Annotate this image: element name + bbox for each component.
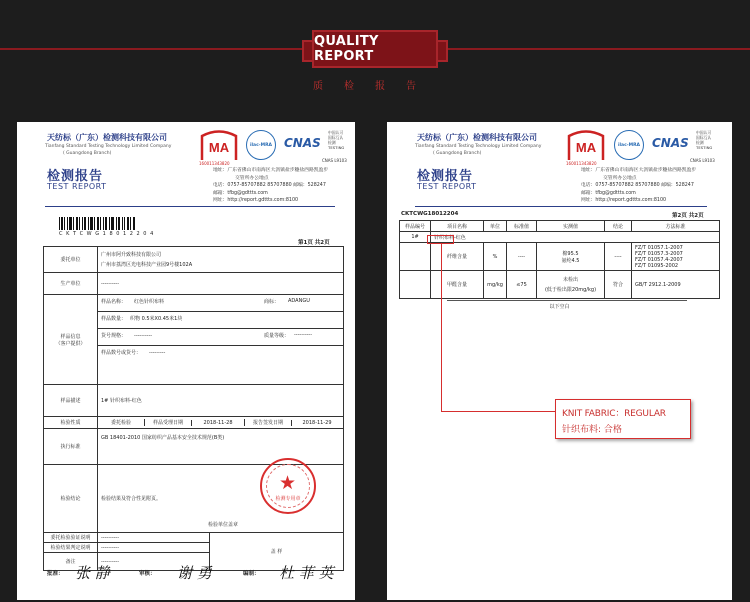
formaldehyde-std: ≤75 bbox=[507, 271, 537, 299]
cnas-side-text-2: 中国认可 国际互认 检测 TESTING bbox=[696, 130, 713, 150]
ilac-mra-icon-2: ilac-MRA bbox=[614, 130, 644, 160]
highlight-box bbox=[427, 235, 454, 244]
cnas-number-2: CNAS L9103 bbox=[690, 158, 715, 163]
page-number-2: 第2页 共2页 bbox=[672, 213, 704, 219]
report-title-en: TEST REPORT bbox=[47, 182, 107, 191]
fiber-result: ---- bbox=[605, 243, 632, 271]
ma-logo-text: MA bbox=[208, 140, 230, 155]
formaldehyde-result: 符合 bbox=[605, 271, 632, 299]
report-title-cn-2: 检测报告 bbox=[417, 169, 474, 184]
formaldehyde-item: 甲醛含量 bbox=[431, 271, 484, 299]
callout-line-vertical bbox=[441, 244, 442, 412]
extra1-label: 委托检验验证说明 bbox=[44, 533, 98, 543]
client-label: 委托单位 bbox=[44, 247, 98, 273]
compile-label: 编制： bbox=[243, 571, 260, 577]
standard-value: GB 18401-2010 国家纺织产品基本安全技术规范(B类) bbox=[98, 429, 344, 465]
lab-address-2: 地址：广东省佛山市南海区大沥镇盐步穗盐西路凯盈步 交管所办公地点 电话：0757-85707882 85707880 邮编：528247 邮箱：tfbg@gdttts.com 网址：http://report.gdttts.com:8100 bbox=[581, 168, 697, 203]
extra1-value: ---------- bbox=[98, 533, 210, 543]
callout-line-1: KNIT FABRIC：REGULAR bbox=[562, 409, 666, 419]
fiber-std: ---- bbox=[507, 243, 537, 271]
ma-logo-text-2: MA bbox=[575, 140, 597, 155]
end-line bbox=[447, 300, 687, 301]
sample-desc-label: 样品描述 bbox=[44, 385, 98, 417]
extra2-label: 检验结果判定说明 bbox=[44, 543, 98, 553]
remark-value: ---------- bbox=[98, 553, 210, 571]
ma-cert-number-2: 160011343820 bbox=[566, 161, 597, 166]
approve-signature: 张 静 bbox=[75, 564, 110, 582]
approve-label: 批准： bbox=[47, 571, 64, 577]
col-result: 结论 bbox=[605, 221, 632, 232]
test-dates: 委托检验 样品受理日期 2018-11-28 报告签发日期 2018-11-29 bbox=[98, 417, 344, 429]
report-page-2 bbox=[387, 122, 732, 600]
company-name-cn-2: 天纺标（广东）检测科技有限公司 bbox=[417, 133, 537, 142]
review-label: 审核： bbox=[139, 571, 156, 577]
compile-signature: 杜 菲 英 bbox=[279, 564, 334, 582]
test-type-label: 检验性质 bbox=[44, 417, 98, 429]
formaldehyde-unit: mg/kg bbox=[484, 271, 507, 299]
ma-cert-icon bbox=[200, 130, 238, 162]
row1-label: 1# bbox=[400, 232, 431, 243]
report-code: C K T C W G 1 8 0 1 2 2 0 4 bbox=[59, 231, 155, 237]
callout-line-horizontal bbox=[441, 411, 555, 412]
col-sample-no: 样品编号 bbox=[400, 221, 431, 232]
cnas-logo: CNAS bbox=[284, 136, 321, 150]
banner-rule-left bbox=[0, 48, 312, 50]
producer-value: ---------- bbox=[98, 273, 344, 295]
producer-label: 生产单位 bbox=[44, 273, 98, 295]
company-name-en: Tianfang Standard Testing Technology Limited Company bbox=[45, 144, 172, 149]
company-name-cn: 天纺标（广东）检测科技有限公司 bbox=[47, 133, 167, 142]
ma-cert-number: 160011343820 bbox=[199, 161, 230, 166]
remark-label: 备注 bbox=[44, 553, 98, 571]
extra2-value: ---------- bbox=[98, 543, 210, 553]
barcode-icon bbox=[59, 217, 135, 230]
page-number: 第1页 共2页 bbox=[298, 240, 330, 246]
col-method: 方法标准 bbox=[632, 221, 720, 232]
col-measured: 实测值 bbox=[537, 221, 605, 232]
report-info-table bbox=[43, 246, 344, 571]
report-page-1 bbox=[17, 122, 355, 600]
standard-label: 执行标准 bbox=[44, 429, 98, 465]
col-item: 项目名称 bbox=[431, 221, 484, 232]
report-title-cn: 检测报告 bbox=[47, 169, 104, 184]
fiber-measured: 棉95.5 氨纶4.5 bbox=[537, 243, 605, 271]
test-results-table bbox=[399, 220, 720, 299]
banner-subtitle: 质检报告 bbox=[313, 81, 437, 92]
callout-line-2: 针织布料: 合格 bbox=[562, 425, 622, 435]
report-code-2: CKTCWG18012204 bbox=[401, 211, 459, 217]
banner-rule-right bbox=[438, 48, 750, 50]
cnas-side-text: 中国认可 国际互认 检测 TESTING bbox=[328, 130, 345, 150]
fiber-item: 纤维含量 bbox=[431, 243, 484, 271]
red-seal-icon: ★ 检测专用章 bbox=[260, 458, 316, 514]
blank-note: 以下空白 bbox=[549, 304, 570, 310]
col-unit: 单位 bbox=[484, 221, 507, 232]
review-signature: 谢 勇 bbox=[177, 564, 212, 582]
sample-info-label: 样品信息 （客户提供） bbox=[44, 295, 98, 385]
fiber-unit: % bbox=[484, 243, 507, 271]
sample-desc: 1# 针织布料-红色 bbox=[98, 385, 344, 417]
report-title-en-2: TEST REPORT bbox=[417, 182, 477, 191]
result-callout bbox=[555, 399, 691, 439]
formaldehyde-method: GB/T 2912.1-2009 bbox=[632, 271, 720, 299]
company-branch-en: ( Guangdong Branch) bbox=[63, 151, 112, 156]
fiber-method: FZ/T 01057.1-2007 FZ/T 01057.3-2007 FZ/T 01057.4-2007 FZ/T 01095-2002 bbox=[632, 243, 720, 271]
header-banner bbox=[0, 0, 750, 100]
seal-text: 检测专用章 bbox=[275, 496, 301, 502]
conclusion-block: 检验结果及符合性见附页。 检验单位盖章 bbox=[98, 465, 344, 533]
ma-cert-icon-2 bbox=[567, 130, 605, 162]
formaldehyde-measured: 未检出 (低于检出限20mg/kg) bbox=[537, 271, 605, 299]
banner-title: QUALITY REPORT bbox=[312, 30, 438, 68]
header-divider-2 bbox=[415, 206, 707, 207]
lab-address: 地址：广东省佛山市南海区大沥镇盐步穗盐西路凯盈步 交管所办公地点 电话：0757-85707882 85707880 邮编：528247 邮箱：tfbg@gdttts.com 网址：http://report.gdttts.com:8100 bbox=[213, 168, 329, 203]
col-std: 标准值 bbox=[507, 221, 537, 232]
ilac-mra-icon: ilac-MRA bbox=[246, 130, 276, 160]
seal-label: 盖 样 bbox=[210, 533, 344, 571]
row1-desc: 针织布料-红色 bbox=[431, 232, 720, 243]
company-name-en-2: Tianfang Standard Testing Technology Limited Company bbox=[415, 144, 542, 149]
conclusion-label: 检验结论 bbox=[44, 465, 98, 533]
cnas-logo-2: CNAS bbox=[652, 136, 689, 150]
client-info: 广州市阿升致科技有限公司 广州市荔湾区光电科技产业园9号楼102A bbox=[98, 247, 344, 273]
header-divider bbox=[45, 206, 335, 207]
cnas-number: CNAS L9103 bbox=[322, 158, 347, 163]
company-branch-en-2: ( Guangdong Branch) bbox=[433, 151, 482, 156]
sample-info-block: 样品名称： 红色针织布料 商标： ADANGU 样品数量： 织物 0.5米X0.45米1块 货号规格： ---------- 质量等级： ---------- 样品数号或货号： --------- bbox=[98, 295, 344, 385]
